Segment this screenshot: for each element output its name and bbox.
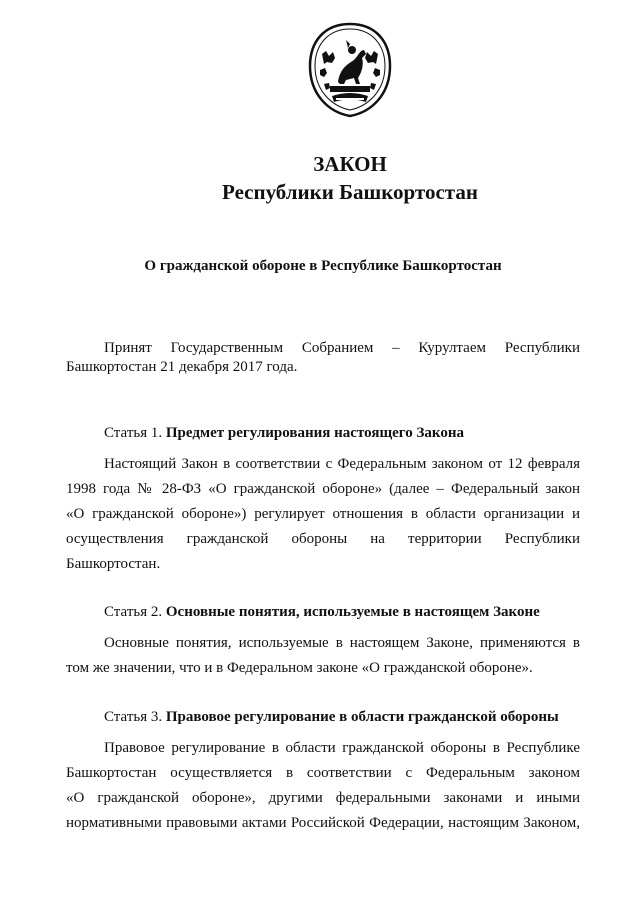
- adoption-line-2: Башкортостан 21 декабря 2017 года.: [66, 359, 298, 375]
- article-label: Статья 3.: [104, 709, 163, 725]
- article-text-line: 1998 года № 28-ФЗ «О гражданской обороне» (далее – Федеральный закон: [66, 481, 580, 497]
- article-heading: [104, 604, 540, 621]
- article-text-line: Башкортостан.: [66, 556, 161, 572]
- article-title: Предмет регулирования настоящего Закона: [165, 425, 464, 441]
- article-text-line: «О гражданской обороне») регулирует отношения в области организации и: [66, 506, 580, 522]
- article-title: Основные понятия, используемые в настоящем Законе: [165, 604, 540, 620]
- article-text-line: Башкортостан осуществляется в соответствии с Федеральным законом: [66, 765, 580, 781]
- article-heading: [104, 425, 464, 442]
- article-text-line: Правовое регулирование в области гражданской обороны в Республике: [104, 740, 580, 756]
- article-text-line: Настоящий Закон в соответствии с Федеральным законом от 12 февраля: [104, 456, 580, 472]
- coat-of-arms-emblem: [306, 20, 394, 120]
- document-title: ЗАКОН: [313, 152, 387, 176]
- article-text-line: осуществления гражданской обороны на территории Республики: [66, 531, 580, 547]
- law-name: О гражданской обороне в Республике Башкортостан: [144, 258, 502, 274]
- article-heading: [104, 709, 559, 726]
- article-text-line: том же значении, что и в Федеральном законе «О гражданской обороне».: [66, 660, 533, 676]
- adoption-line-1: Принят Государственным Собранием – Курултаем Республики: [104, 340, 580, 356]
- article-text-line: Основные понятия, используемые в настоящем Законе, применяются в: [104, 635, 580, 651]
- article-label: Статья 2.: [104, 604, 163, 620]
- article-label: Статья 1.: [104, 425, 163, 441]
- article-text-line: нормативными правовыми актами Российской Федерации, настоящим Законом,: [66, 815, 580, 831]
- article-text-line: «О гражданской обороне», другими федеральными законами и иными: [66, 790, 580, 806]
- article-title: Правовое регулирование в области гражданской обороны: [165, 709, 559, 725]
- document-title-republic: Республики Башкортостан: [222, 180, 478, 204]
